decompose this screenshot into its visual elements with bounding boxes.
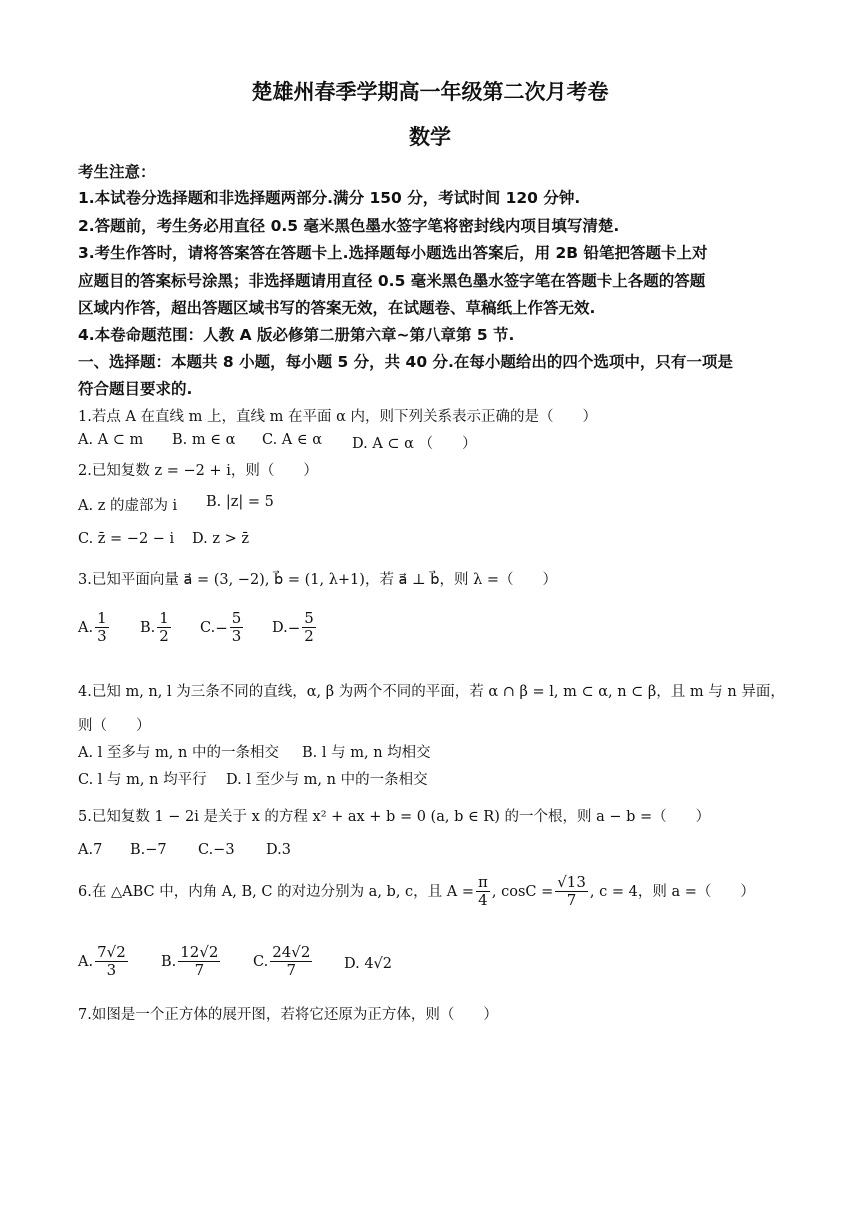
fraction-denominator: 4 (478, 891, 488, 910)
question-6-option-c (253, 944, 314, 980)
option-label: B. (161, 953, 177, 970)
question-3-stem: 3.已知平面向量 a⃗ = (3, −2), b⃗ = (1, λ+1)，若 a⃗ ⊥ b⃗，则 λ =（ ） (78, 572, 558, 588)
question-3-option-a (78, 610, 111, 646)
notice-item-3-line-2: 应题目的答案标号涂黑；非选择题请用直径 0.5 毫米黑色墨水签字笔在答题卡上各题的答题 (78, 272, 706, 290)
question-1-option-b: B. m ∈ α (172, 432, 236, 448)
question-4-option-d: D. l 至少与 m, n 中的一条相交 (226, 772, 428, 788)
question-7-stem: 7.如图是一个正方体的展开图，若将它还原为正方体，则（ ） (78, 1007, 498, 1023)
option-label: A. (78, 619, 94, 636)
question-3-option-d (272, 610, 318, 646)
question-4-option-b: B. l 与 m, n 均相交 (302, 745, 431, 761)
question-1-stem: 1.若点 A 在直线 m 上，直线 m 在平面 α 内，则下列关系表示正确的是（ ） (78, 409, 597, 425)
question-4-stem-line-1: 4.已知 m, n, l 为三条不同的直线，α, β 为两个不同的平面，若 α ∩ β = l, m ⊂ α, n ⊂ β，且 m 与 n 异面， (78, 684, 785, 700)
fraction-numerator: 5 (231, 609, 242, 627)
question-1-option-c: C. A ∈ α (262, 432, 323, 448)
question-3-option-b (140, 610, 173, 646)
fraction-numerator: √13 (557, 873, 586, 891)
question-6-stem-start: 6.在 △ABC 中，内角 A, B, C 的对边分别为 a, b, c，且 A = (78, 883, 475, 900)
subject-title: 数学 (409, 125, 451, 149)
question-1-option-d: D. A ⊂ α （ ） (352, 436, 477, 452)
question-2-option-a: A. z 的虚部为 i (78, 498, 178, 514)
fraction-denominator: 7 (194, 961, 205, 980)
question-6-option-d: D. 4√2 (344, 956, 393, 972)
question-2-option-d: D. z > z̄ (192, 531, 249, 547)
minus-sign: − (215, 618, 228, 637)
question-2-stem: 2.已知复数 z = −2 + i，则（ ） (78, 463, 318, 479)
fraction-denominator: 3 (97, 627, 107, 646)
question-1-option-a: A. A ⊂ m (78, 432, 144, 448)
fraction-numerator: 1 (97, 609, 107, 627)
option-label: A. (78, 953, 94, 970)
notice-item-3-line-3: 区域内作答，超出答题区域书写的答案无效，在试题卷、草稿纸上作答无效. (78, 299, 596, 317)
fraction-numerator: 12√2 (180, 943, 219, 961)
notice-item-1: 1.本试卷分选择题和非选择题两部分.满分 150 分，考试时间 120 分钟. (78, 189, 581, 207)
question-6-option-b (161, 944, 222, 980)
question-6-stem-end: , c = 4，则 a =（ ） (589, 883, 755, 900)
fraction-denominator: 7 (286, 961, 297, 980)
fraction-numerator: 5 (304, 609, 314, 627)
question-5-option-d: D.3 (266, 842, 291, 858)
question-5-option-c: C.−3 (198, 842, 235, 858)
option-label: D. (272, 619, 288, 636)
fraction-numerator: π (478, 873, 488, 891)
question-6-stem-middle: , cosC = (491, 883, 554, 900)
question-2-option-b: B. |z| = 5 (206, 494, 274, 510)
question-5-option-b: B.−7 (130, 842, 167, 858)
question-6-stem (78, 874, 790, 910)
question-6-option-a (78, 944, 130, 980)
question-2-option-c: C. z̄ = −2 − i (78, 531, 175, 547)
minus-sign: − (287, 618, 301, 637)
question-4-stem-line-2: 则（ ） (78, 718, 151, 734)
exam-title: 楚雄州春季学期高一年级第二次月考卷 (251, 80, 609, 104)
option-label: C. (200, 619, 216, 636)
question-5-option-a: A.7 (78, 842, 103, 858)
question-4-option-a: A. l 至多与 m, n 中的一条相交 (78, 745, 279, 761)
question-5-stem: 5.已知复数 1 − 2i 是关于 x 的方程 x² + ax + b = 0 (a, b ∈ R) 的一个根，则 a − b =（ ） (78, 809, 711, 825)
fraction-denominator: 2 (304, 627, 314, 646)
notice-heading: 考生注意： (78, 163, 156, 181)
notice-item-3-line-1: 3.考生作答时，请将答案答在答题卡上.选择题每小题选出答案后，用 2B 铅笔把答题卡上对 (78, 244, 708, 262)
question-4-option-c: C. l 与 m, n 均平行 (78, 772, 207, 788)
notice-item-4: 4.本卷命题范围：人教 A 版必修第二册第六章~第八章第 5 节. (78, 326, 515, 344)
fraction-denominator: 7 (566, 891, 577, 910)
fraction-denominator: 3 (106, 961, 117, 980)
fraction-numerator: 1 (159, 609, 169, 627)
fraction-denominator: 2 (159, 627, 169, 646)
notice-item-2: 2.答题前，考生务必用直径 0.5 毫米黑色墨水签字笔将密封线内项目填写清楚. (78, 217, 620, 235)
question-3-option-c (200, 610, 245, 646)
option-label: C. (253, 953, 269, 970)
fraction-numerator: 7√2 (97, 943, 126, 961)
fraction-denominator: 3 (231, 627, 242, 646)
option-label: B. (140, 619, 156, 636)
fraction-numerator: 24√2 (272, 943, 311, 961)
section-heading-line-2: 符合题目要求的. (78, 380, 193, 398)
section-heading-line-1: 一、选择题：本题共 8 小题，每小题 5 分，共 40 分.在每小题给出的四个选项中，只有一项是 (78, 353, 733, 371)
